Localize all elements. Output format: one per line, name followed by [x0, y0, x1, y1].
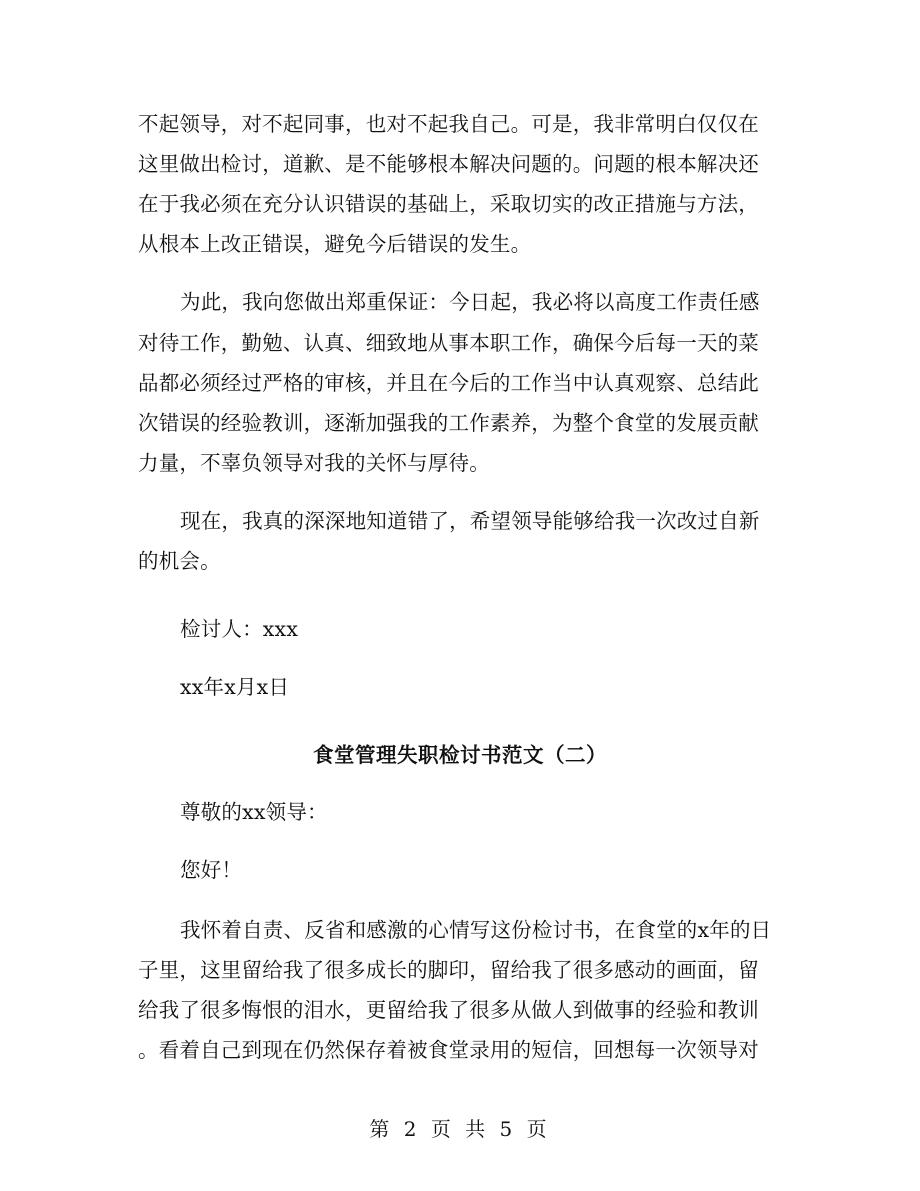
- greeting: 您好！: [180, 858, 243, 882]
- paragraph-line: 次错误的经验教训，逐渐加强我的工作素养，为整个食堂的发展贡献: [138, 411, 759, 435]
- paragraph-line: 在于我必须在充分认识错误的基础上，采取切实的改正措施与方法，: [138, 192, 759, 216]
- paragraph-line: 的机会。: [138, 549, 221, 573]
- paragraph-line: 对待工作，勤勉、认真、细致地从事本职工作，确保今后每一天的菜: [138, 331, 759, 355]
- paragraph-line: 。看着自己到现在仍然保存着被食堂录用的短信，回想每一次领导对: [138, 1038, 759, 1062]
- paragraph-line: 品都必须经过严格的审核，并且在今后的工作当中认真观察、总结此: [138, 371, 759, 395]
- paragraph-line: 这里做出检讨，道歉、是不能够根本解决问题的。问题的根本解决还: [138, 152, 759, 176]
- page-footer: 第 2 页 共 5 页: [369, 1117, 551, 1141]
- salutation: 尊敬的xx领导：: [180, 800, 328, 824]
- paragraph-line: 为此，我向您做出郑重保证：今日起，我必将以高度工作责任感: [180, 290, 760, 314]
- paragraph-line: 力量，不辜负领导对我的关怀与厚待。: [138, 451, 490, 475]
- signature-line: 检讨人：xxx: [180, 617, 299, 641]
- paragraph-line: 现在，我真的深深地知道错了，希望领导能够给我一次改过自新: [180, 509, 760, 533]
- date-line: xx年x月x日: [180, 675, 290, 699]
- paragraph-line: 给我了很多悔恨的泪水，更留给我了很多从做人到做事的经验和教训: [138, 998, 759, 1022]
- paragraph-line: 我怀着自责、反省和感激的心情写这份检讨书，在食堂的x年的日: [180, 918, 772, 942]
- paragraph-line: 不起领导，对不起同事，也对不起我自己。可是，我非常明白仅仅在: [138, 112, 759, 136]
- paragraph-line: 从根本上改正错误，避免今后错误的发生。: [138, 232, 532, 256]
- paragraph-line: 子里，这里留给我了很多成长的脚印，留给我了很多感动的画面，留: [138, 958, 759, 982]
- section-title: 食堂管理失职检讨书范文（二）: [313, 743, 607, 767]
